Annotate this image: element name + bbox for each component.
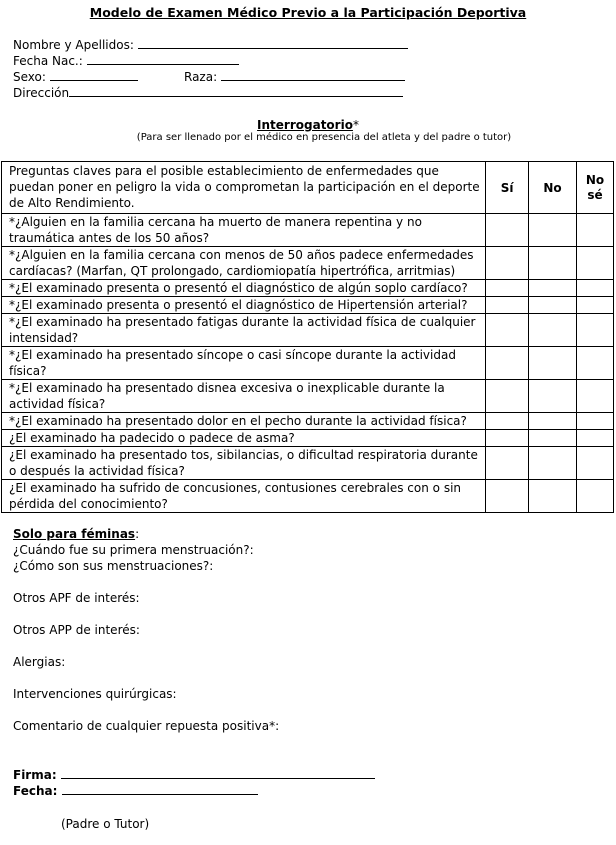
nombre-label: Nombre y Apellidos: bbox=[13, 38, 134, 52]
intervenciones-field[interactable]: Intervenciones quirúrgicas: bbox=[13, 687, 177, 701]
fecha-nac-input-line[interactable] bbox=[87, 53, 239, 65]
answer-no-cell[interactable] bbox=[529, 297, 577, 314]
answer-no-cell[interactable] bbox=[529, 413, 577, 430]
answer-nose-cell[interactable] bbox=[577, 430, 614, 447]
question-cell: *¿El examinado presenta o presentó el diagnóstico de algún soplo cardíaco? bbox=[2, 280, 486, 297]
answer-no-cell[interactable] bbox=[529, 430, 577, 447]
answer-no-cell[interactable] bbox=[529, 447, 577, 480]
table-row bbox=[2, 314, 614, 347]
nombre-row bbox=[13, 37, 408, 53]
question-cell: *¿Alguien en la familia cercana ha muerto de manera repentina y no traumática antes de los 50 años? bbox=[2, 214, 486, 247]
interrogatorio-title: Interrogatorio bbox=[257, 118, 353, 132]
table-row bbox=[2, 280, 614, 297]
direccion-input-line[interactable] bbox=[69, 85, 403, 97]
answer-nose-cell[interactable] bbox=[577, 314, 614, 347]
answer-no-cell[interactable] bbox=[529, 314, 577, 347]
questions-table-header bbox=[2, 162, 614, 214]
question-cell: *¿El examinado ha presentado disnea excesiva o inexplicable durante la actividad física? bbox=[2, 380, 486, 413]
answer-no-cell[interactable] bbox=[529, 480, 577, 513]
raza-row bbox=[184, 69, 405, 85]
answer-nose-cell[interactable] bbox=[577, 214, 614, 247]
header-no-cell: No bbox=[529, 162, 577, 214]
answer-si-cell[interactable] bbox=[486, 480, 529, 513]
answer-si-cell[interactable] bbox=[486, 430, 529, 447]
table-row bbox=[2, 447, 614, 480]
answer-nose-cell[interactable] bbox=[577, 347, 614, 380]
sexo-row bbox=[13, 69, 138, 85]
otros-apf-field[interactable]: Otros APF de interés: bbox=[13, 591, 140, 605]
table-row bbox=[2, 347, 614, 380]
answer-si-cell[interactable] bbox=[486, 247, 529, 280]
firma-row bbox=[13, 767, 375, 783]
table-row bbox=[2, 214, 614, 247]
answer-nose-cell[interactable] bbox=[577, 480, 614, 513]
answer-nose-cell[interactable] bbox=[577, 247, 614, 280]
interrogatorio-note: (Para ser llenado por el médico en presencia del atleta y del padre o tutor) bbox=[136, 132, 512, 143]
fecha-row bbox=[13, 783, 258, 799]
como-menstruaciones-field[interactable]: ¿Cómo son sus menstruaciones?: bbox=[13, 559, 214, 573]
header-nose-cell: No sé bbox=[577, 162, 614, 214]
fecha-nac-row bbox=[13, 53, 239, 69]
answer-si-cell[interactable] bbox=[486, 214, 529, 247]
table-row bbox=[2, 297, 614, 314]
direccion-label: Dirección bbox=[13, 86, 70, 100]
questions-table bbox=[1, 161, 614, 513]
answer-nose-cell[interactable] bbox=[577, 380, 614, 413]
answer-nose-cell[interactable] bbox=[577, 413, 614, 430]
answer-no-cell[interactable] bbox=[529, 380, 577, 413]
nombre-input-line[interactable] bbox=[138, 37, 408, 49]
sexo-input-line[interactable] bbox=[50, 69, 138, 81]
comentario-field[interactable]: Comentario de cualquier repuesta positiva*: bbox=[13, 719, 280, 733]
answer-si-cell[interactable] bbox=[486, 347, 529, 380]
answer-si-cell[interactable] bbox=[486, 413, 529, 430]
answer-no-cell[interactable] bbox=[529, 214, 577, 247]
question-cell: ¿El examinado ha padecido o padece de asma? bbox=[2, 430, 486, 447]
header-si-cell: Sí bbox=[486, 162, 529, 214]
answer-nose-cell[interactable] bbox=[577, 297, 614, 314]
answer-no-cell[interactable] bbox=[529, 347, 577, 380]
question-cell: ¿El examinado ha presentado tos, sibilancias, o dificultad respiratoria durante o después la actividad física? bbox=[2, 447, 486, 480]
padre-tutor-label: (Padre o Tutor) bbox=[61, 817, 150, 831]
table-row bbox=[2, 247, 614, 280]
question-cell: *¿El examinado ha presentado dolor en el pecho durante la actividad física? bbox=[2, 413, 486, 430]
alergias-field[interactable]: Alergias: bbox=[13, 655, 66, 669]
fecha-input-line[interactable] bbox=[62, 783, 258, 795]
otros-app-field[interactable]: Otros APP de interés: bbox=[13, 623, 140, 637]
question-cell: *¿El examinado presenta o presentó el diagnóstico de Hipertensión arterial? bbox=[2, 297, 486, 314]
answer-nose-cell[interactable] bbox=[577, 280, 614, 297]
question-cell: *¿El examinado ha presentado síncope o casi síncope durante la actividad física? bbox=[2, 347, 486, 380]
table-row bbox=[2, 430, 614, 447]
answer-no-cell[interactable] bbox=[529, 280, 577, 297]
feminas-heading-text: Solo para féminas bbox=[13, 527, 136, 541]
fecha-nac-label: Fecha Nac.: bbox=[13, 54, 83, 68]
interrogatorio-heading bbox=[0, 118, 616, 132]
raza-input-line[interactable] bbox=[221, 69, 405, 81]
header-question-cell: Preguntas claves para el posible establecimiento de enfermedades que puedan poner en peligro la vida o comprometan la participación en el deporte de Alto Rendimiento. bbox=[2, 162, 486, 214]
table-row bbox=[2, 380, 614, 413]
direccion-row bbox=[13, 85, 403, 101]
question-cell: ¿El examinado ha sufrido de concusiones, contusiones cerebrales con o sin pérdida del conocimiento? bbox=[2, 480, 486, 513]
primera-menstruacion-field[interactable]: ¿Cuándo fue su primera menstruación?: bbox=[13, 543, 254, 557]
answer-no-cell[interactable] bbox=[529, 247, 577, 280]
answer-si-cell[interactable] bbox=[486, 447, 529, 480]
answer-si-cell[interactable] bbox=[486, 280, 529, 297]
interrogatorio-star: * bbox=[352, 118, 359, 132]
feminas-heading-colon: : bbox=[135, 527, 140, 541]
fecha-label: Fecha: bbox=[13, 784, 58, 798]
answer-si-cell[interactable] bbox=[486, 297, 529, 314]
question-cell: *¿Alguien en la familia cercana con menos de 50 años padece enfermedades cardíacas? (Marfan, QT prolongado, cardiomiopatía hipertrófica, arritmias) bbox=[2, 247, 486, 280]
question-cell: *¿El examinado ha presentado fatigas durante la actividad física de cualquier intensidad? bbox=[2, 314, 486, 347]
sexo-label: Sexo: bbox=[13, 70, 46, 84]
document-title: Modelo de Examen Médico Previo a la Participación Deportiva bbox=[89, 5, 527, 20]
table-row bbox=[2, 480, 614, 513]
table-row bbox=[2, 413, 614, 430]
firma-input-line[interactable] bbox=[61, 767, 375, 779]
answer-si-cell[interactable] bbox=[486, 380, 529, 413]
feminas-heading bbox=[13, 527, 139, 542]
firma-label: Firma: bbox=[13, 768, 57, 782]
answer-si-cell[interactable] bbox=[486, 314, 529, 347]
answer-nose-cell[interactable] bbox=[577, 447, 614, 480]
raza-label: Raza: bbox=[184, 70, 218, 84]
